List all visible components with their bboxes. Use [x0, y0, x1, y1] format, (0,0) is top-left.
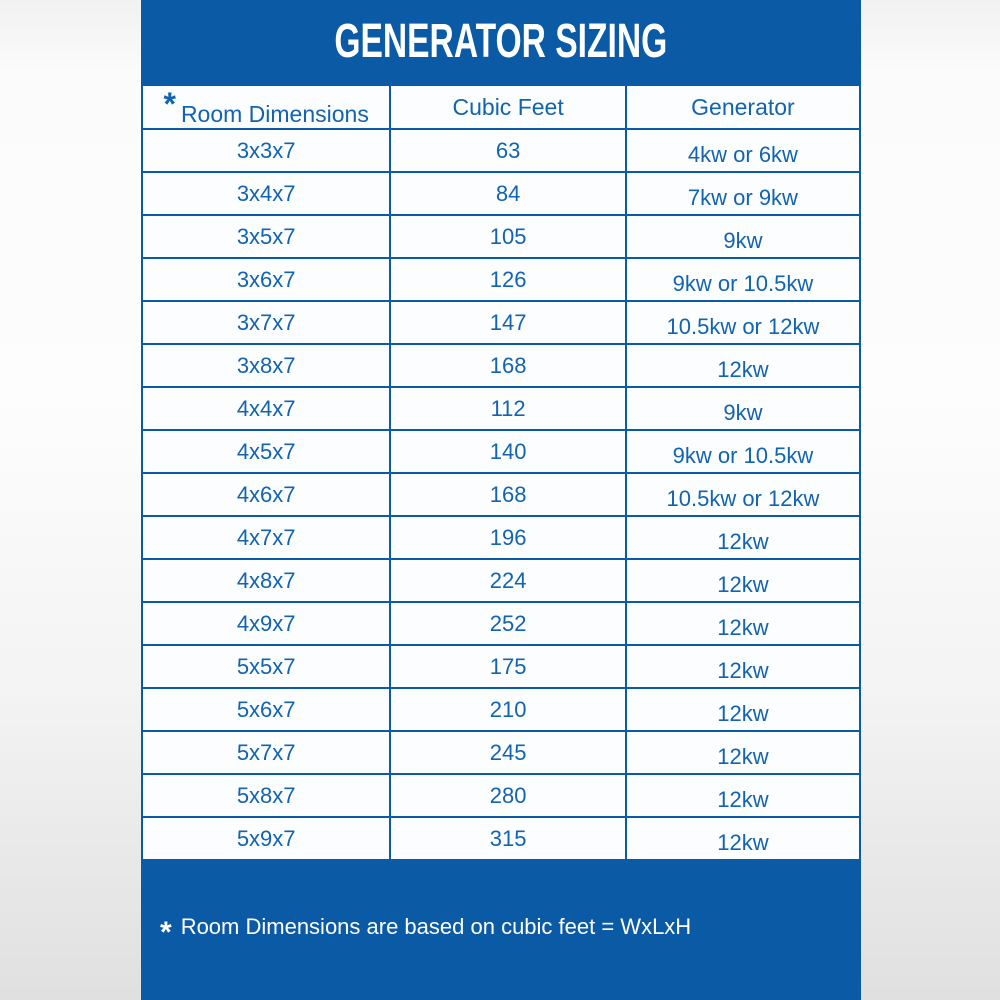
- generator-cell: 9kw: [626, 387, 860, 430]
- col-header-room-dimensions-label: Room Dimensions: [180, 101, 369, 127]
- table-row: [142, 301, 860, 344]
- room-dimensions-cell: 4x4x7: [142, 387, 390, 430]
- table-row: [142, 817, 860, 860]
- room-dimensions-cell: 5x7x7: [142, 731, 390, 774]
- cubic-feet-cell: 168: [390, 344, 626, 387]
- cubic-feet-cell: 112: [390, 387, 626, 430]
- header-row: [142, 85, 860, 129]
- generator-cell: 10.5kw or 12kw: [626, 301, 860, 344]
- generator-cell: 12kw: [626, 602, 860, 645]
- room-dimensions-cell: 5x5x7: [142, 645, 390, 688]
- generator-cell: 12kw: [626, 645, 860, 688]
- room-dimensions-cell: 4x5x7: [142, 430, 390, 473]
- table-row: [142, 731, 860, 774]
- page-title: GENERATOR SIZING: [334, 15, 668, 68]
- cubic-feet-cell: 280: [390, 774, 626, 817]
- table-body: [142, 129, 860, 860]
- table-row: [142, 344, 860, 387]
- table-row: [142, 215, 860, 258]
- cubic-feet-cell: 126: [390, 258, 626, 301]
- footnote: [141, 861, 861, 1000]
- room-dimensions-cell: 3x3x7: [142, 129, 390, 172]
- cubic-feet-cell: 84: [390, 172, 626, 215]
- generator-cell: 12kw: [626, 817, 860, 860]
- room-dimensions-cell: 4x7x7: [142, 516, 390, 559]
- col-header-room-dimensions: [142, 85, 390, 129]
- cubic-feet-cell: 105: [390, 215, 626, 258]
- cubic-feet-cell: 168: [390, 473, 626, 516]
- cubic-feet-cell: 315: [390, 817, 626, 860]
- title-bar: [141, 0, 861, 84]
- room-dimensions-cell: 3x4x7: [142, 172, 390, 215]
- cubic-feet-cell: 63: [390, 129, 626, 172]
- table-row: [142, 602, 860, 645]
- footnote-text: Room Dimensions are based on cubic feet = WxLxH: [180, 913, 692, 939]
- generator-cell: 12kw: [626, 344, 860, 387]
- generator-cell: 4kw or 6kw: [626, 129, 860, 172]
- cubic-feet-cell: 147: [390, 301, 626, 344]
- room-dimensions-cell: 5x6x7: [142, 688, 390, 731]
- table-row: [142, 430, 860, 473]
- table-row: [142, 473, 860, 516]
- generator-cell: 10.5kw or 12kw: [626, 473, 860, 516]
- room-dimensions-cell: 4x6x7: [142, 473, 390, 516]
- table-row: [142, 172, 860, 215]
- generator-cell: 9kw or 10.5kw: [626, 430, 860, 473]
- room-dimensions-cell: 3x5x7: [142, 215, 390, 258]
- generator-cell: 9kw or 10.5kw: [626, 258, 860, 301]
- room-dimensions-cell: 3x8x7: [142, 344, 390, 387]
- table-row: [142, 559, 860, 602]
- table-row: [142, 129, 860, 172]
- asterisk-mark: *: [163, 86, 176, 122]
- generator-cell: 12kw: [626, 559, 860, 602]
- footnote-asterisk-mark: *: [160, 915, 172, 949]
- cubic-feet-cell: 252: [390, 602, 626, 645]
- room-dimensions-cell: 3x7x7: [142, 301, 390, 344]
- cubic-feet-cell: 210: [390, 688, 626, 731]
- cubic-feet-cell: 224: [390, 559, 626, 602]
- cubic-feet-cell: 196: [390, 516, 626, 559]
- col-header-generator: Generator: [626, 85, 860, 129]
- generator-cell: 12kw: [626, 688, 860, 731]
- room-dimensions-cell: 4x9x7: [142, 602, 390, 645]
- table-row: [142, 645, 860, 688]
- room-dimensions-cell: 4x8x7: [142, 559, 390, 602]
- generator-cell: 12kw: [626, 774, 860, 817]
- generator-sizing-panel: [141, 0, 861, 1000]
- table-row: [142, 387, 860, 430]
- cubic-feet-cell: 245: [390, 731, 626, 774]
- table-row: [142, 688, 860, 731]
- table-row: [142, 774, 860, 817]
- cubic-feet-cell: 140: [390, 430, 626, 473]
- generator-cell: 12kw: [626, 731, 860, 774]
- generator-cell: 9kw: [626, 215, 860, 258]
- room-dimensions-cell: 3x6x7: [142, 258, 390, 301]
- generator-sizing-table: [141, 84, 861, 861]
- generator-cell: 12kw: [626, 516, 860, 559]
- room-dimensions-cell: 5x8x7: [142, 774, 390, 817]
- room-dimensions-cell: 5x9x7: [142, 817, 390, 860]
- cubic-feet-cell: 175: [390, 645, 626, 688]
- col-header-cubic-feet: Cubic Feet: [390, 85, 626, 129]
- table-row: [142, 258, 860, 301]
- table-row: [142, 516, 860, 559]
- generator-cell: 7kw or 9kw: [626, 172, 860, 215]
